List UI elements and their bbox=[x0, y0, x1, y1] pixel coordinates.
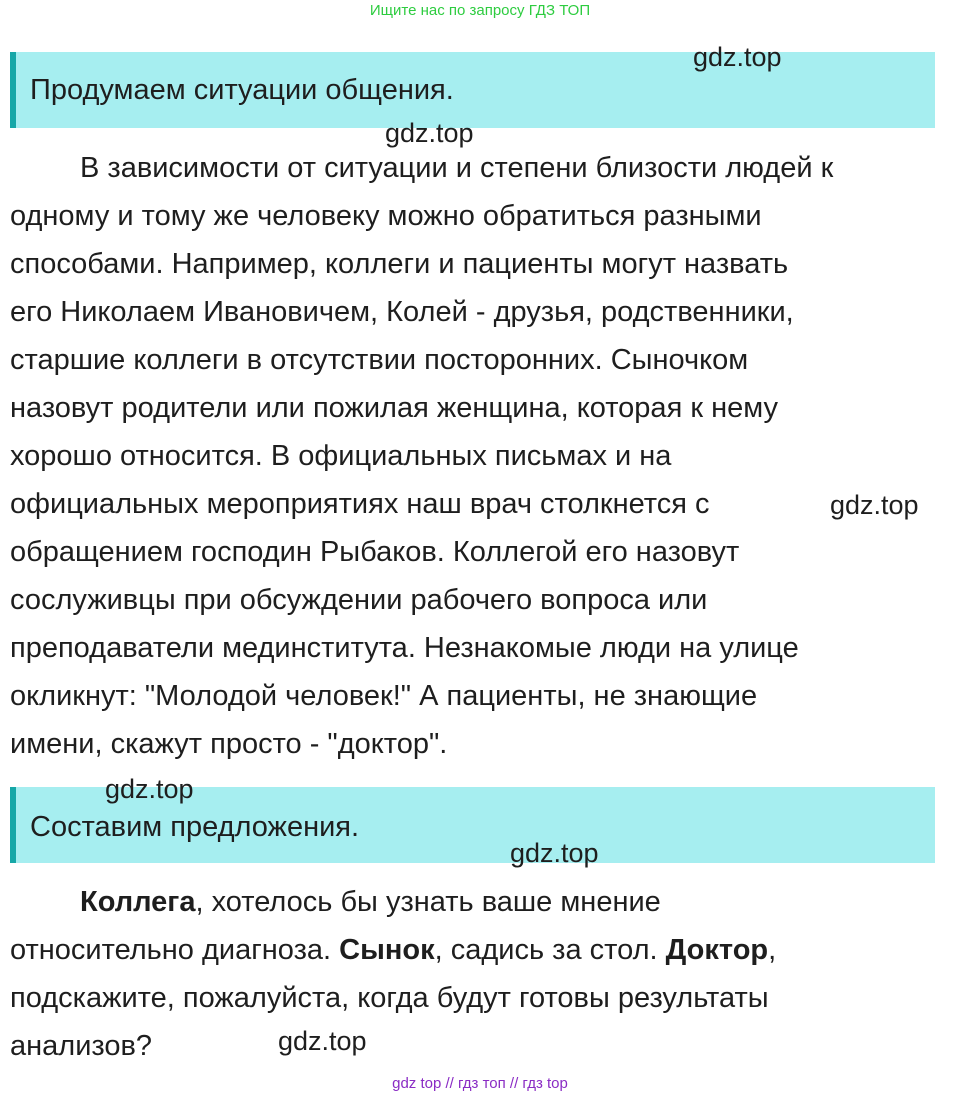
watermark: gdz.top bbox=[385, 118, 474, 148]
watermark: gdz.top bbox=[830, 490, 919, 520]
paragraph-line: окликнут: "Молодой человек!" А пациенты, не знающие bbox=[10, 680, 758, 712]
paragraph-line: сослуживцы при обсуждении рабочего вопроса или bbox=[10, 584, 708, 616]
paragraph-line: анализов? bbox=[10, 1030, 153, 1062]
text-run: относительно диагноза. bbox=[10, 934, 340, 966]
paragraph-line: преподаватели мединститута. Незнакомые люди на улице bbox=[10, 632, 799, 664]
paragraph-line: обращением господин Рыбаков. Коллегой его назовут bbox=[10, 536, 740, 568]
paragraph-line: В зависимости от ситуации и степени близости людей к bbox=[80, 152, 834, 184]
paragraph-line: хорошо относится. В официальных письмах и на bbox=[10, 440, 672, 472]
text-run: , bbox=[768, 934, 777, 966]
paragraph-line: официальных мероприятиях наш врач столкнется с bbox=[10, 488, 710, 520]
section-title: Продумаем ситуации общения. bbox=[30, 74, 454, 106]
watermark: gdz.top bbox=[510, 838, 599, 868]
paragraph-line bbox=[80, 884, 661, 920]
footer-links: gdz top // гдз топ // гдз top bbox=[392, 1075, 568, 1092]
paragraph-line: подскажите, пожалуйста, когда будут готовы результаты bbox=[10, 982, 769, 1014]
paragraph-line: одному и тому же человеку можно обратиться разными bbox=[10, 200, 762, 232]
paragraph-line bbox=[10, 932, 776, 968]
paragraph-line: его Николаем Ивановичем, Колей - друзья, родственники, bbox=[10, 296, 794, 328]
bold-term: Коллега bbox=[80, 886, 196, 918]
text-run: , садись за стол. bbox=[434, 934, 666, 966]
section-header-situations bbox=[10, 52, 935, 128]
watermark: gdz.top bbox=[105, 774, 194, 804]
bold-term: Сынок bbox=[339, 934, 435, 966]
watermark: gdz.top bbox=[693, 42, 782, 72]
section-title: Составим предложения. bbox=[30, 811, 360, 843]
top-banner: Ищите нас по запросу ГДЗ ТОП bbox=[369, 2, 591, 19]
paragraph-line: имени, скажут просто - "доктор". bbox=[10, 728, 448, 760]
paragraph-line: старшие коллеги в отсутствии посторонних. Сыночком bbox=[10, 344, 749, 376]
watermark: gdz.top bbox=[278, 1026, 367, 1056]
text-run: , хотелось бы узнать ваше мнение bbox=[195, 886, 661, 918]
paragraph-line: назовут родители или пожилая женщина, которая к нему bbox=[10, 392, 778, 424]
paragraph-line: способами. Например, коллеги и пациенты могут назвать bbox=[10, 248, 789, 280]
bold-term: Доктор bbox=[665, 934, 769, 966]
